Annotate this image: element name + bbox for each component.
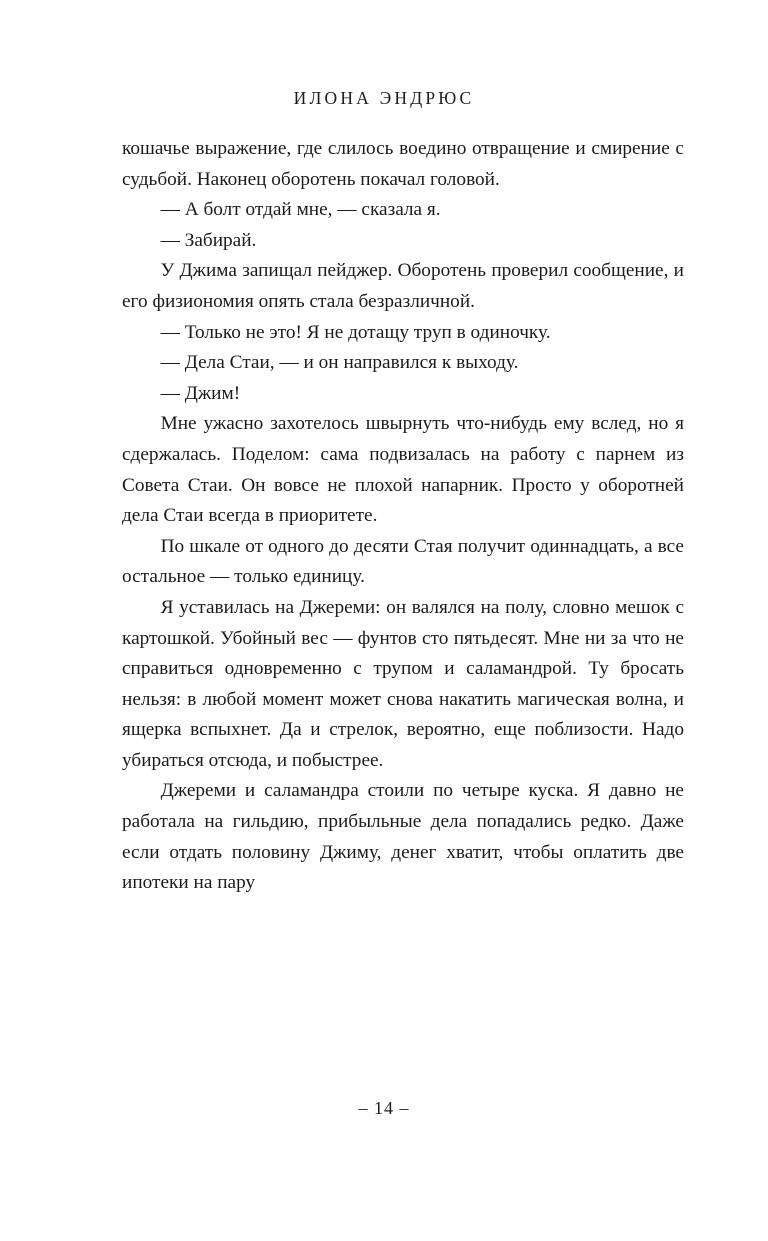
running-head-author: ИЛОНА ЭНДРЮС	[293, 88, 475, 108]
page-number: – 14 –	[358, 1098, 410, 1118]
paragraph: — Джим!	[160, 382, 241, 404]
paragraph: Я уставилась на Джереми: он валялся на полу, словно мешок с картошкой. Убойный вес — фунтов сто пятьдесят. Мне ни за что не справиться одновременно с трупом и саламандрой. Ту бросать нельзя: в любой момент может снова накатить магическая волна, и ящерка вспыхнет. Да и стрелок, вероятно, еще поблизости. Надо убираться отсюда, и побыстрее.	[122, 596, 684, 771]
paragraph: — А болт отдай мне, — сказала я.	[160, 199, 441, 221]
paragraph: У Джима запищал пейджер. Оборотень проверил сообщение, и его физиономия опять стала безразличной.	[122, 260, 684, 312]
paragraph: Мне ужасно захотелось швырнуть что-нибудь ему вслед, но я сдержалась. Поделом: сама подвизалась на работу с парнем из Совета Стаи. Он вовсе не плохой напарник. Просто у оборотней дела Стаи всегда в приоритете.	[122, 413, 684, 527]
page-body-text	[122, 134, 684, 899]
paragraph: — Забирай.	[160, 229, 257, 251]
paragraph: По шкале от одного до десяти Стая получит одиннадцать, а все остальное — только единицу.	[122, 535, 684, 588]
paragraph: — Дела Стаи, — и он направился к выходу.	[160, 352, 519, 374]
paragraph: Джереми и саламандра стоили по четыре куска. Я давно не работала на гильдию, прибыльные дела попадались редко. Даже если отдать половину Джиму, денег хватит, чтобы оплатить две ипотеки на пару	[122, 780, 684, 894]
paragraph: кошачье выражение, где слилось воедино отвращение и смирение с судьбой. Наконец оборотень покачал головой.	[122, 138, 684, 190]
paragraph: — Только не это! Я не дотащу труп в одиночку.	[160, 321, 551, 343]
